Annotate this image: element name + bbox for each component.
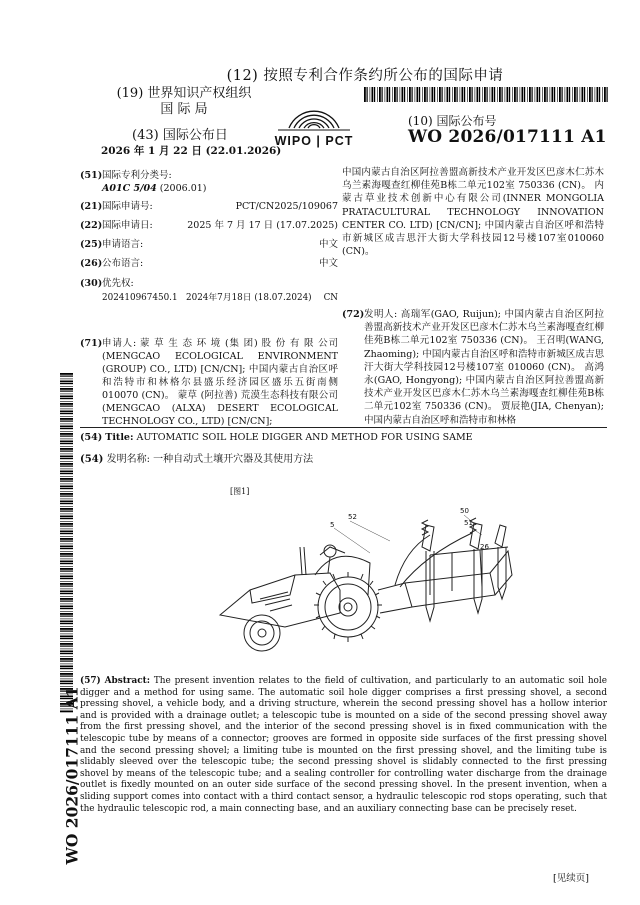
title-en-label: Title: <box>105 432 134 443</box>
priority-country: CN <box>323 293 338 303</box>
title-cn-num: (54) <box>80 454 104 465</box>
inventors-text: 发明人: 高瑞军(GAO, Ruijun); 中国内蒙古自治区阿拉善盟高新技术产业开发区巴彦木仁苏木乌兰素海嘎查红柳佳苑B栋二单元102室 750336 (CN)。 王召明(WANG, Zhaoming); 中国内蒙古自治区呼和浩特市新城区成吉思汗大街大学科技园12号楼107室 010060 (CN)。 高鸿永(GAO, Hongyong); 中国内蒙古自治区阿拉善盟高新技术产业开发区巴彦木仁苏木乌兰素海嘎查红柳佳苑B栋二单元102室 750336 (CN)。 贾辰艳(JIA, Chenyan); 中国内蒙古自治区呼和浩特市和林格 <box>364 309 604 426</box>
org-block <box>104 86 264 118</box>
applicants-text: 申请人: 蒙 草 生 态 环 境 (集 团) 股 份 有 限 公司 (MENGCAO ECOLOGICAL ENVIRONMENT (GROUP) CO., LTD) [CN/CN]; 中国内蒙古自治区呼和浩特市和林格尔县盛乐经济园区盛乐五街南侧 010070 (CN)。 蒙草 (阿拉善) 荒漠生态科技有限公司(MENGCAO (ALXA) DESERT ECOLOGICAL TECHNOLOGY CO., LTD) [CN/CN]; <box>102 338 338 427</box>
publication-title: (12) 按照专利合作条约所公布的国际申请 <box>226 68 504 84</box>
wipo-pct-logo <box>258 98 370 156</box>
ref-52: 52 <box>348 513 357 521</box>
field-72 <box>342 308 604 427</box>
field-25-label: 申请语言: <box>102 239 144 250</box>
field-22-num: (22) <box>80 220 103 231</box>
field-22-label: 国际申请日: <box>102 220 153 231</box>
top-barcode <box>364 87 608 102</box>
pubno-label: (10) 国际公布号 <box>408 114 497 128</box>
field-21-num: (21) <box>80 201 103 212</box>
filing-language: 中文 <box>318 239 338 250</box>
field-30 <box>80 277 338 305</box>
title-cn-label: 发明名称: <box>106 454 150 465</box>
ipc-class: A01C 5/04 <box>102 183 157 194</box>
field-25 <box>80 238 338 251</box>
field-72-num: (72) <box>342 309 365 320</box>
abstract <box>80 676 607 815</box>
ref-26: 26 <box>480 543 489 551</box>
field-26 <box>80 257 338 270</box>
field-26-label: 公布语言: <box>102 258 144 269</box>
publication-language: 中文 <box>318 258 338 269</box>
ref-5: 5 <box>330 521 335 529</box>
field-51-num: (51) <box>80 170 103 181</box>
field-21 <box>80 200 338 213</box>
tractor-figure <box>190 495 520 665</box>
continued-marker: [见续页] <box>553 873 589 884</box>
field-30-num: (30) <box>80 278 103 289</box>
field-25-num: (25) <box>80 239 103 250</box>
section-divider <box>80 427 607 428</box>
field-51-label: 国际专利分类号: <box>102 170 172 181</box>
pubdate-value: 2026 年 1 月 22 日 (22.01.2026) <box>101 145 282 157</box>
field-71 <box>80 337 338 428</box>
org-name: (19) 世界知识产权组织 <box>116 86 252 101</box>
application-number: PCT/CN2025/109067 <box>235 201 338 212</box>
wipo-logo-text: WIPO | PCT <box>274 134 354 148</box>
title-english <box>80 432 473 443</box>
title-cn-text: 一种自动式土壤开穴器及其使用方法 <box>153 454 314 465</box>
abstract-num: (57) <box>80 676 101 686</box>
field-26-num: (26) <box>80 258 103 269</box>
pubno-value: WO 2026/017111 A1 <box>408 127 607 147</box>
field-51 <box>80 169 338 195</box>
abstract-text: The present invention relates to the field of cultivation, and particularly to an automatic soil hole digger and a method for using same. The automatic soil hole digger comprises a first pressing shovel, a second pressing shovel, a vehicle body, and a driving structure, wherein the second pressing shovel has a hollow interior and is provided with a drainage outlet; a telescopic tube is mounted on a side of the second pressing shovel away from the first pressing shovel, and the interior of the second pressing shovel is in fixed communication with the telescopic tube by means of a connector; grooves are formed in opposite side surfaces of the first pressing shovel and the second pressing shovel; a limiting tube is mounted on the first pressing shovel, and the limiting tube is slidably sleeved over the telescopic tube; the second pressing shovel is slidably connected to the first pressing shovel by means of the telescopic tube; and a sealing controller for controlling water discharge from the drainage outlet is fixedly mounted on an outer side surface of the second pressing shovel. In the present invention, when a sliding support comes into contact with a third contact sensor, a hydraulic telescopic rod stops operating, such that the hydraulic telescopic rod, a main connecting base, and an auxiliary connecting base can be precisely reset. <box>80 676 607 814</box>
pubdate-label: (43) 国际公布日 <box>132 128 228 143</box>
field-71-num: (71) <box>80 338 103 349</box>
field-21-label: 国际申请号: <box>102 201 153 212</box>
field-30-label: 优先权: <box>102 278 134 289</box>
figure-label: [图1] <box>230 487 250 496</box>
title-chinese <box>80 450 313 465</box>
ref-50: 50 <box>460 507 469 515</box>
abstract-label: Abstract: <box>104 676 151 686</box>
ipc-year: (2006.01) <box>159 183 207 194</box>
title-en-text: AUTOMATIC SOIL HOLE DIGGER AND METHOD FOR USING SAME <box>136 432 473 443</box>
ref-51: 51 <box>464 519 473 527</box>
priority-date: 2024年7月18日 (18.07.2024) <box>186 293 312 303</box>
field-22 <box>80 219 338 232</box>
side-publication-number: WO 2026/017111 A1 <box>62 686 82 865</box>
priority-app-number: 202410967450.1 <box>102 293 178 303</box>
applicants-continued: 中国内蒙古自治区阿拉善盟高新技术产业开发区巴彦木仁苏木乌兰素海嘎查红柳佳苑B栋二单元102室 750336 (CN)。 内蒙古草业技术创新中心有限公司(INNER MONGOLIA PRATACULTURAL TECHNOLOGY INNOVATION CENTER CO. LTD) [CN/CN]; 中国内蒙古自治区呼和浩特市新城区成吉思汗大街大学科技园12号楼107室010060 (CN)。 <box>342 167 604 258</box>
filing-date: 2025 年 7 月 17 日 (17.07.2025) <box>187 220 338 231</box>
org-bureau: 国 际 局 <box>160 102 208 117</box>
title-en-num: (54) <box>80 432 103 443</box>
